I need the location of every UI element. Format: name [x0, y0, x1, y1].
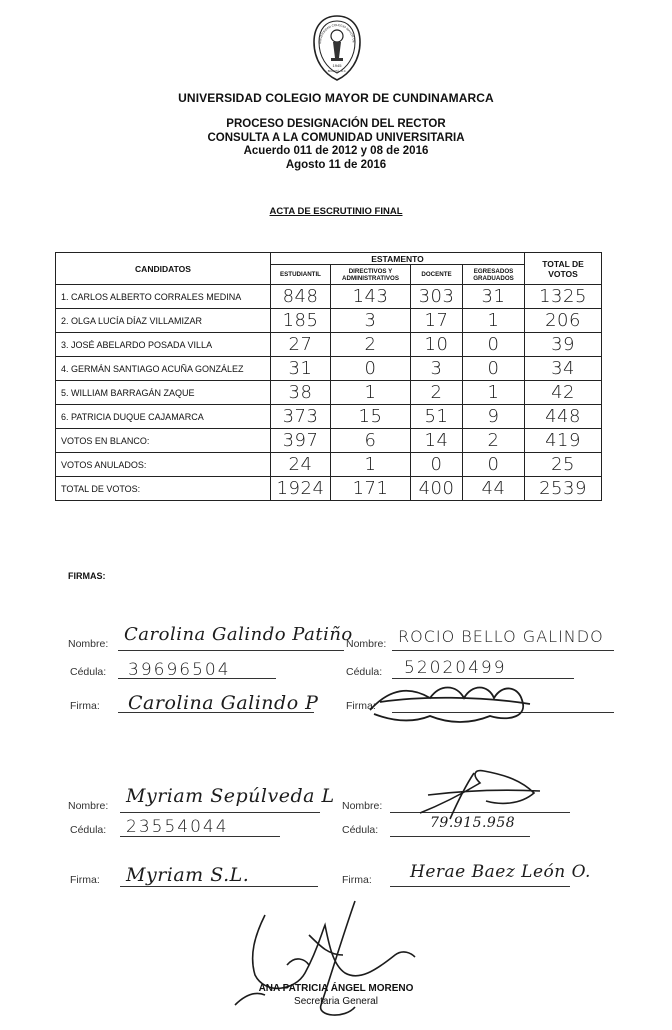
egresados-votes: 0: [463, 333, 525, 357]
estamento-header: ESTAMENTO: [271, 253, 525, 265]
total-votes: 448: [525, 405, 602, 429]
egresados-votes: 31: [463, 285, 525, 309]
s3-firma-label: Firma:: [70, 874, 100, 886]
directivos-votes: 6: [331, 429, 411, 453]
docente-votes: 17: [411, 309, 463, 333]
total-votes: 39: [525, 333, 602, 357]
docente-votes: 2: [411, 381, 463, 405]
candidate-name: 6. PATRICIA DUQUE CAJAMARCA: [56, 405, 271, 429]
s4-firma-label: Firma:: [342, 874, 372, 886]
s1-cedula: 39696504: [128, 660, 231, 680]
table-row: [56, 333, 602, 357]
candidate-name: TOTAL DE VOTOS:: [56, 477, 271, 501]
docente-votes: 303: [411, 285, 463, 309]
table-row: [56, 381, 602, 405]
table-row: [56, 477, 602, 501]
docente-votes: 0: [411, 453, 463, 477]
results-table: [55, 252, 602, 501]
candidates-header: CANDIDATOS: [56, 253, 271, 285]
estudiantil-votes: 397: [271, 429, 331, 453]
acta-title: ACTA DE ESCRUTINIO FINAL: [269, 206, 403, 217]
directivos-votes: 3: [331, 309, 411, 333]
candidate-name: 1. CARLOS ALBERTO CORRALES MEDINA: [56, 285, 271, 309]
total-votes: 34: [525, 357, 602, 381]
s3-nombre: Myriam Sepúlveda L: [126, 785, 335, 807]
directivos-votes: 15: [331, 405, 411, 429]
docente-votes: 3: [411, 357, 463, 381]
estudiantil-votes: 848: [271, 285, 331, 309]
s1-nombre-label: Nombre:: [68, 638, 109, 650]
egresados-votes: 1: [463, 309, 525, 333]
s4-cedula: 79.915.958: [430, 815, 516, 831]
candidate-name: 5. WILLIAM BARRAGÁN ZAQUE: [56, 381, 271, 405]
s1-cedula-label: Cédula:: [70, 666, 107, 678]
total-votes: 42: [525, 381, 602, 405]
estudiantil-votes: 1924: [271, 477, 331, 501]
process-header: [0, 118, 672, 172]
docente-votes: 10: [411, 333, 463, 357]
estudiantil-votes: 38: [271, 381, 331, 405]
candidate-name: 4. GERMÁN SANTIAGO ACUÑA GONZÁLEZ: [56, 357, 271, 381]
candidate-name: 3. JOSÉ ABELARDO POSADA VILLA: [56, 333, 271, 357]
s4-nombre-label: Nombre:: [342, 800, 383, 812]
directivos-votes: 171: [331, 477, 411, 501]
s3-firma: Myriam S.L.: [126, 864, 250, 886]
total-votes: 1325: [525, 285, 602, 309]
s2-nombre-label: Nombre:: [346, 638, 387, 650]
seal-ring-text: UNIVERSIDAD COLEGIO MAYOR DE: [317, 22, 356, 45]
docente-votes: 14: [411, 429, 463, 453]
egresados-votes: 0: [463, 453, 525, 477]
estudiantil-votes: 373: [271, 405, 331, 429]
table-row: [56, 285, 602, 309]
estudiantil-header: ESTUDIANTIL: [271, 265, 331, 285]
process-title: PROCESO DESIGNACIÓN DEL RECTOR: [226, 118, 446, 130]
docente-header: DOCENTE: [411, 265, 463, 285]
egresados-votes: 1: [463, 381, 525, 405]
egresados-votes: 44: [463, 477, 525, 501]
egresados-votes: 9: [463, 405, 525, 429]
candidate-name: 2. OLGA LUCÍA DÍAZ VILLAMIZAR: [56, 309, 271, 333]
table-row: [56, 405, 602, 429]
s2-signature: [360, 680, 540, 726]
directivos-votes: 1: [331, 381, 411, 405]
directivos-header: DIRECTIVOS Y ADMINISTRATIVOS: [331, 265, 411, 285]
total-header: TOTAL DE VOTOS: [525, 253, 602, 285]
estudiantil-votes: 31: [271, 357, 331, 381]
estudiantil-votes: 185: [271, 309, 331, 333]
s1-firma: Carolina Galindo P: [128, 692, 319, 714]
s4-firma: Herae Baez León O.: [410, 862, 591, 882]
s3-cedula: 23554044: [126, 817, 229, 837]
total-votes: 25: [525, 453, 602, 477]
s3-cedula-label: Cédula:: [70, 824, 107, 836]
consultation-title: CONSULTA A LA COMUNIDAD UNIVERSITARIA: [207, 131, 465, 144]
total-votes: 419: [525, 429, 602, 453]
s2-nombre: ROCIO BELLO GALINDO: [398, 627, 604, 646]
candidate-name: VOTOS ANULADOS:: [56, 453, 271, 477]
s2-cedula-label: Cédula:: [346, 666, 383, 678]
total-votes: 206: [525, 309, 602, 333]
s2-firma-label: Firma:: [346, 700, 376, 712]
estudiantil-votes: 24: [271, 453, 331, 477]
date: Agosto 11 de 2016: [285, 158, 387, 171]
egresados-votes: 0: [463, 357, 525, 381]
directivos-votes: 143: [331, 285, 411, 309]
firmas-label: FIRMAS:: [68, 571, 106, 581]
seal-city: BOGOTÁ · D.C.: [327, 70, 347, 73]
seal-year: 1945: [332, 63, 342, 68]
table-row: [56, 309, 602, 333]
table-row: [56, 429, 602, 453]
university-name: UNIVERSIDAD COLEGIO MAYOR DE CUNDINAMARCA: [178, 91, 494, 105]
table-row: [56, 357, 602, 381]
directivos-votes: 0: [331, 357, 411, 381]
s4-cedula-label: Cédula:: [342, 824, 379, 836]
s1-nombre: Carolina Galindo Patiño: [124, 624, 353, 645]
secretary-title: Secretaria General: [294, 996, 378, 1007]
total-votes: 2539: [525, 477, 602, 501]
university-seal: [311, 14, 363, 84]
egresados-votes: 2: [463, 429, 525, 453]
estudiantil-votes: 27: [271, 333, 331, 357]
s3-nombre-label: Nombre:: [68, 800, 109, 812]
secretary-name: ANA PATRICIA ÁNGEL MORENO: [258, 983, 414, 994]
docente-votes: 400: [411, 477, 463, 501]
s1-firma-label: Firma:: [70, 700, 100, 712]
directivos-votes: 2: [331, 333, 411, 357]
directivos-votes: 1: [331, 453, 411, 477]
s2-cedula: 52020499: [404, 658, 507, 678]
table-row: [56, 453, 602, 477]
candidate-name: VOTOS EN BLANCO:: [56, 429, 271, 453]
docente-votes: 51: [411, 405, 463, 429]
egresados-header: EGRESADOS GRADUADOS: [463, 265, 525, 285]
agreement-ref: Acuerdo 011 de 2012 y 08 de 2016: [243, 145, 429, 157]
